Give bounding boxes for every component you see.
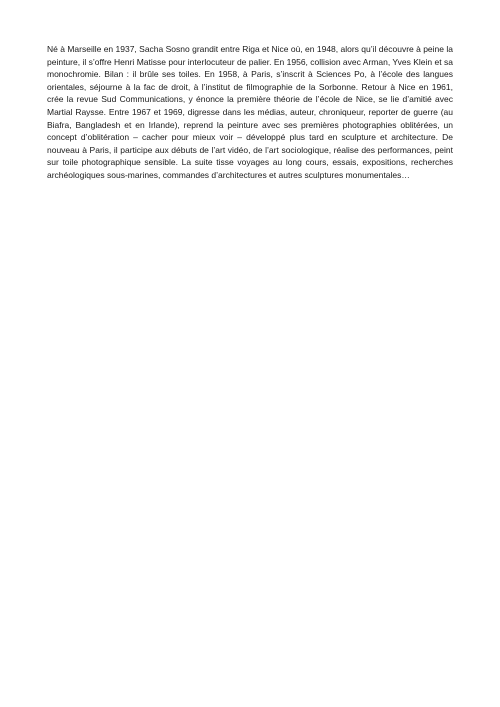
biography-paragraph: Né à Marseille en 1937, Sacha Sosno grandit entre Riga et Nice où, en 1948, alors qu’il découvre à peine la peinture, il s’offre Henri Matisse pour interlocuteur de palier. En 1956, collision avec Arman, Yves Klein et sa monochromie. Bilan : il brûle ses toiles. En 1958, à Paris, s’inscrit à Sciences Po, à l’école des langues orientales, séjourne à la fac de droit, à l’institut de filmographie de la Sorbonne. Retour à Nice en 1961, crée la revue Sud Communications, y énonce la première théorie de l’école de Nice, se lie d’amitié avec Martial Raysse. Entre 1967 et 1969, digresse dans les médias, auteur, chroniqueur, reporter de guerre (au Biafra, Bangladesh et en Irlande), reprend la peinture avec ses premières photographies oblitérées, un concept d’oblitération – cacher pour mieux voir – développé plus tard en sculpture et architecture. De nouveau à Paris, il participe aux débuts de l’art vidéo, de l’art sociologique, réalise des performances, peint sur toile photographique sensible. La suite tisse voyages au long cours, essais, expositions, recherches archéologiques sous-marines, commandes d’architectures et autres sculptures monumentales… (47, 44, 453, 180)
